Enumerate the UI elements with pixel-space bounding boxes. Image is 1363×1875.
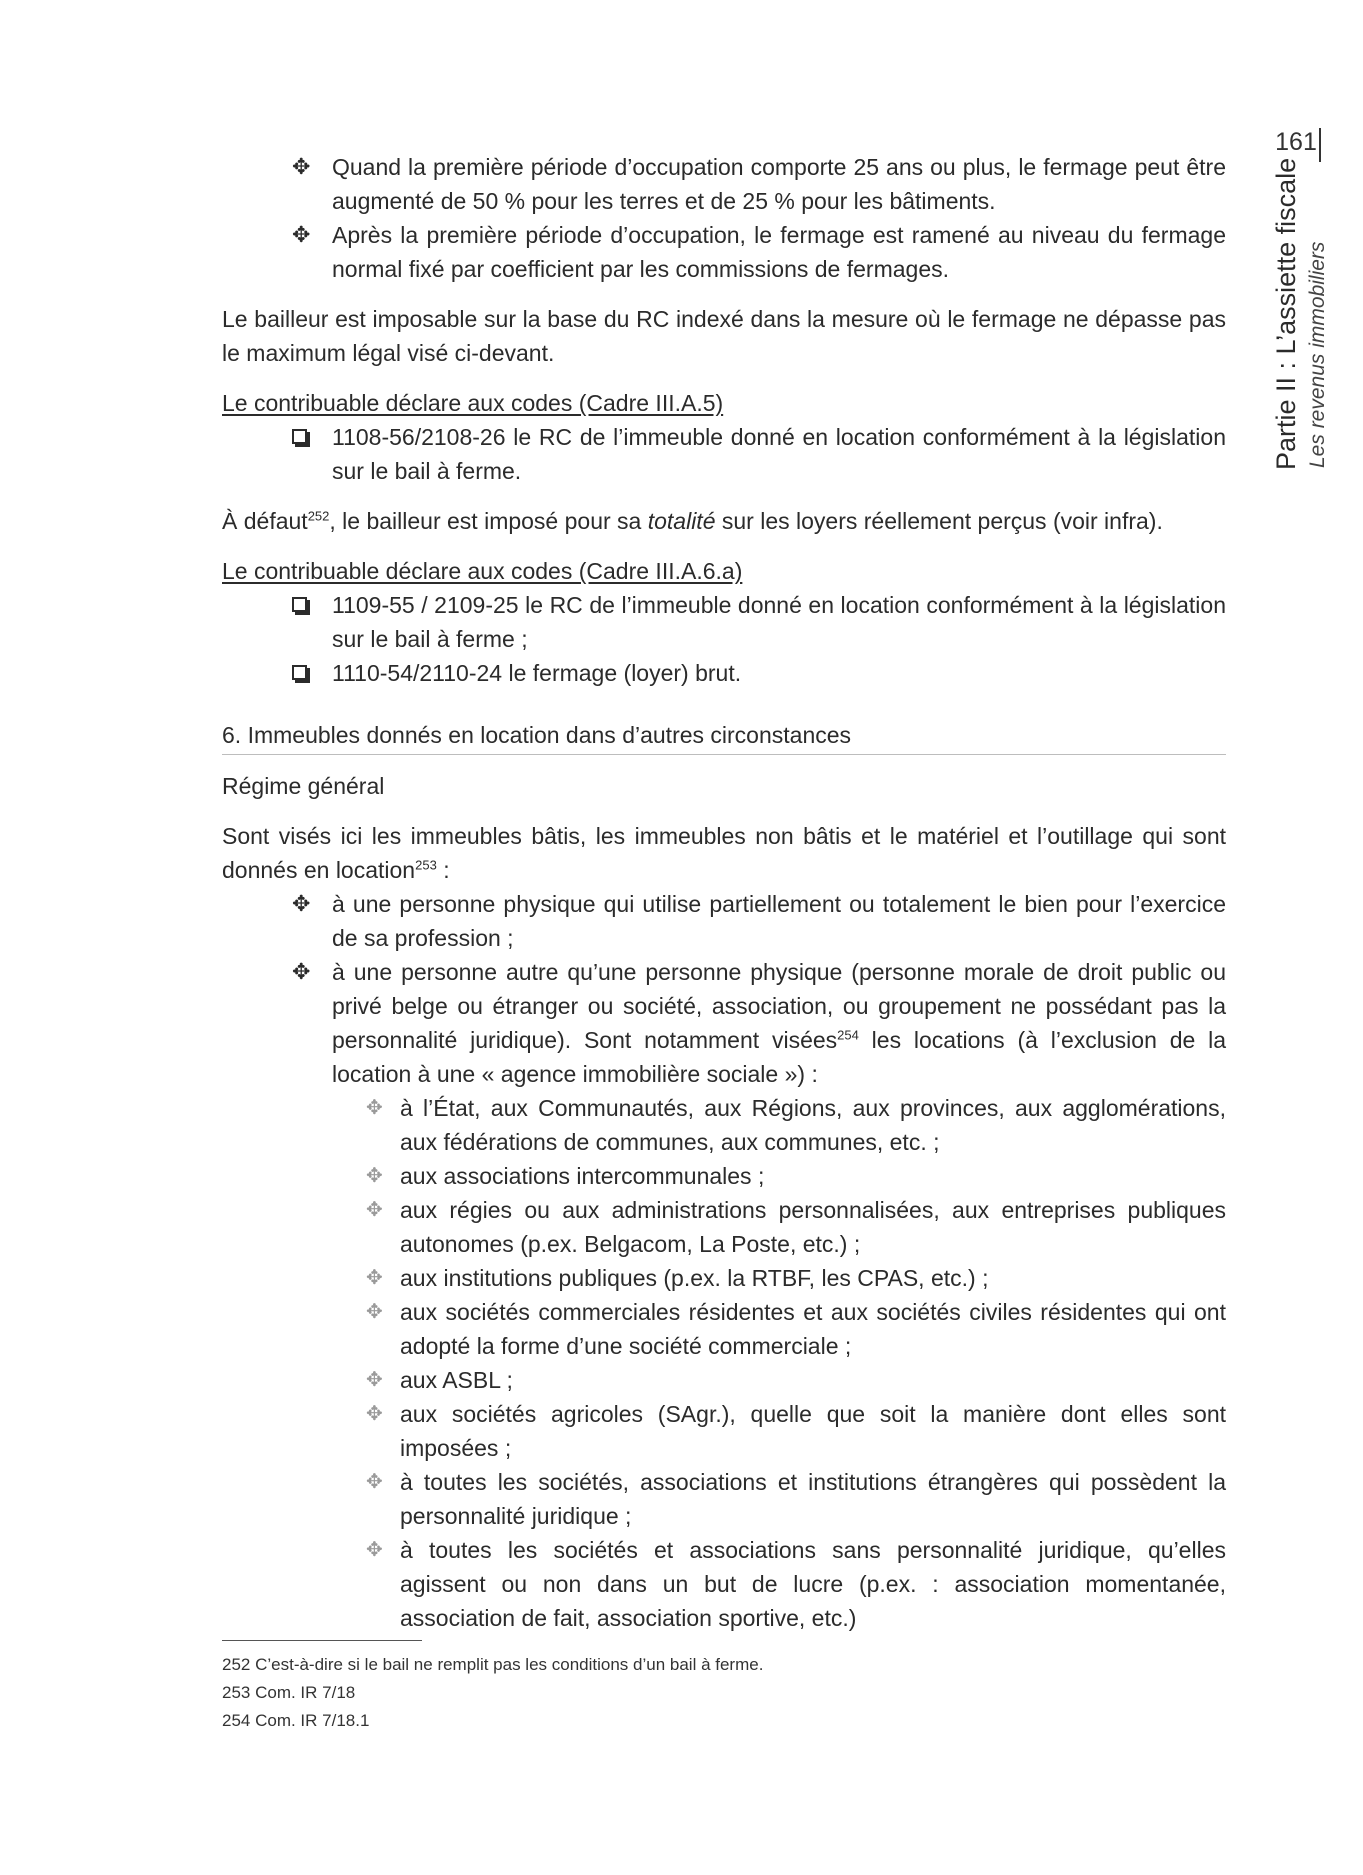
list-item: ✥ aux régies ou aux administrations personnalisées, aux entreprises publiques autonomes (p.ex. Belgacom, La Poste, etc.) ; — [400, 1193, 1226, 1261]
four-petal-bullet-icon: ✥ — [366, 1199, 383, 1221]
list-item: 1110-54/2110-24 le fermage (loyer) brut. — [332, 656, 1226, 690]
list-item: ✥ aux sociétés agricoles (SAgr.), quelle que soit la manière dont elles sont imposées ; — [400, 1397, 1226, 1465]
footnote-ref: 254 — [837, 1027, 859, 1043]
checkbox-bullet-icon — [292, 429, 307, 444]
checkbox-bullet-icon — [292, 665, 307, 680]
four-petal-bullet-icon: ✥ — [366, 1471, 383, 1493]
intro-bullet-list — [222, 150, 1226, 286]
location-bullet-list — [222, 887, 1226, 1635]
list-item: ✥ à l’État, aux Communautés, aux Régions, aux provinces, aux agglomérations, aux fédérations de communes, aux communes, etc. ; — [400, 1091, 1226, 1159]
paragraph-defaut: À défaut$^{252}$, le bailleur est imposé pour sa totalité sur les loyers réellement perçus (voir infra). — [222, 508, 1163, 534]
four-petal-bullet-icon: ✥ — [366, 1165, 383, 1187]
chapter-subtitle: Les revenus immobiliers — [1306, 241, 1329, 468]
four-petal-bullet-icon: ✥ — [292, 959, 311, 984]
footnote-ref: 252 — [307, 508, 330, 524]
part-title: Partie II : L’assiette fiscale — [1271, 157, 1301, 470]
list-item: ✥ à une personne physique qui utilise partiellement ou totalement le bien pour l’exercice de sa profession ; — [332, 887, 1226, 955]
list-item: ✥ aux associations intercommunales ; — [400, 1159, 1226, 1193]
footnote-separator — [222, 1640, 422, 1641]
list-item: ✥ Quand la première période d’occupation comporte 25 ans ou plus, le fermage peut être augmenté de 50 % pour les terres et de 25 % pour les bâtiments. — [332, 150, 1226, 218]
paragraph-bailleur: Le bailleur est imposable sur la base du RC indexé dans la mesure où le fermage ne dépasse pas le maximum légal visé ci-devant. — [222, 306, 1226, 366]
subsection-heading: Régime général — [222, 773, 385, 799]
sub-bullet-list — [332, 1091, 1226, 1635]
codes-heading-a5: Le contribuable déclare aux codes (Cadre III.A.5) — [222, 390, 724, 416]
four-petal-bullet-icon: ✥ — [292, 154, 311, 179]
four-petal-bullet-icon: ✥ — [292, 891, 311, 916]
footnote-253: 253 Com. IR 7/18 — [222, 1683, 356, 1702]
page-body — [222, 150, 1226, 1635]
four-petal-bullet-icon: ✥ — [366, 1403, 383, 1425]
footnote-ref: 253 — [415, 857, 437, 873]
codes-heading-a6: Le contribuable déclare aux codes (Cadre III.A.6.a) — [222, 558, 743, 584]
codes-list-a6 — [222, 588, 1226, 690]
four-petal-bullet-icon: ✥ — [366, 1097, 383, 1119]
paragraph-vises: Sont visés ici les immeubles bâtis, les immeubles non bâtis et le matériel et l’outillage qui sont donnés en location$^{253}$ : — [222, 823, 1226, 883]
list-item: ✥ aux sociétés commerciales résidentes et aux sociétés civiles résidentes qui ont adopté la forme d’une société commerciale ; — [400, 1295, 1226, 1363]
list-item: 1108-56/2108-26 le RC de l’immeuble donné en location conformément à la législation sur le bail à ferme. — [332, 420, 1226, 488]
section-heading: 6. Immeubles donnés en location dans d’autres circonstances — [222, 718, 1226, 755]
list-item: ✥ à toutes les sociétés, associations et institutions étrangères qui possèdent la personnalité juridique ; — [400, 1465, 1226, 1533]
four-petal-bullet-icon: ✥ — [366, 1539, 383, 1561]
footnote-252: 252 C’est-à-dire si le bail ne remplit pas les conditions d’un bail à ferme. — [222, 1655, 764, 1674]
footnote-254: 254 Com. IR 7/18.1 — [222, 1711, 370, 1730]
list-item: ✥ à toutes les sociétés et associations sans personnalité juridique, qu’elles agissent ou non dans un but de lucre (p.ex. : association momentanée, association de fait, association sportive, etc.) — [400, 1533, 1226, 1635]
page-number: 161 — [1275, 128, 1317, 156]
codes-list-a5 — [222, 420, 1226, 488]
four-petal-bullet-icon: ✥ — [366, 1301, 383, 1323]
list-item: 1109-55 / 2109-25 le RC de l’immeuble donné en location conformément à la législation sur le bail à ferme ; — [332, 588, 1226, 656]
four-petal-bullet-icon: ✥ — [366, 1267, 383, 1289]
footnotes — [222, 1640, 1226, 1735]
list-item: ✥ Après la première période d’occupation, le fermage est ramené au niveau du fermage normal fixé par coefficient par les commissions de fermages. — [332, 218, 1226, 286]
list-item: ✥ à une personne autre qu’une personne physique (personne morale de droit public ou privé belge ou étranger ou société, association, ou groupement ne possédant pas la personnalité juridique). Sont notamment visées$^{254}$ les locations (à l’exclusion de la location à une « agence immobilière sociale ») : ✥ à l’État, aux Communautés, aux Régions, aux provinces, aux agglomérations, aux fédérations de communes, aux communes, etc. ; ✥ aux associations intercommunales ; ✥ aux régies ou aux administrations personnalisées, aux entreprises publiques autonomes (p.ex. Belgacom, La Poste, etc.) ; ✥ aux institutions publiques (p.ex. la RTBF, les CPAS, etc.) ; ✥ aux sociétés commerciales résidentes et aux sociétés civiles résidentes qui ont adopté la forme d’une société commerciale ; ✥ aux ASBL ; ✥ aux sociétés agricoles (SAgr.), quelle que soit la manière dont elles sont imposées ; ✥ à toutes les sociétés, associations et institutions étrangères qui possèdent la personnalité juridique ; ✥ à toutes les sociétés et associations sans personnalité juridique, qu’elles agissent ou non dans un but de lucre (p.ex. : association momentanée, association de fait, association sportive, etc.) — [332, 955, 1226, 1635]
checkbox-bullet-icon — [292, 597, 307, 612]
list-item: ✥ aux ASBL ; — [400, 1363, 1226, 1397]
four-petal-bullet-icon: ✥ — [366, 1369, 383, 1391]
running-header-vertical — [1268, 80, 1338, 470]
list-item: ✥ aux institutions publiques (p.ex. la RTBF, les CPAS, etc.) ; — [400, 1261, 1226, 1295]
four-petal-bullet-icon: ✥ — [292, 222, 311, 247]
